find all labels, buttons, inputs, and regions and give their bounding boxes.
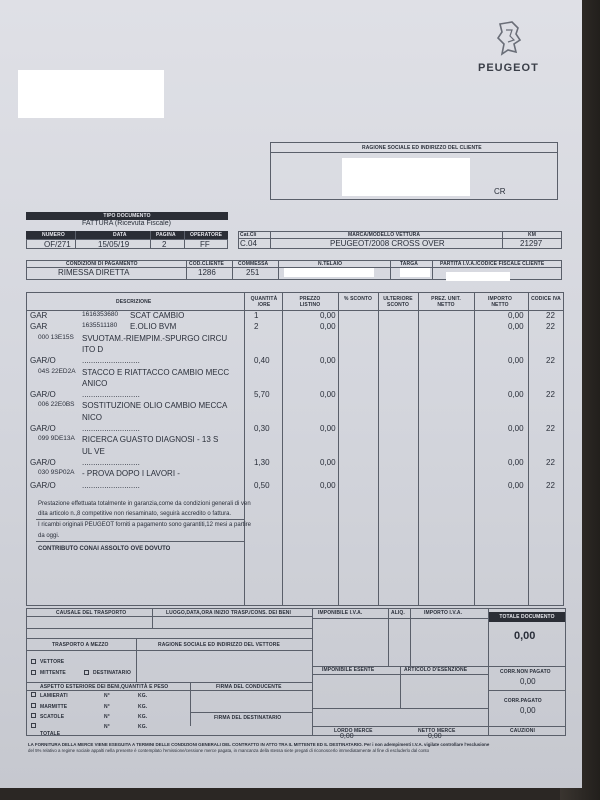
recipient-cr: CR — [494, 187, 506, 196]
item-description: .......................... — [82, 390, 140, 400]
piva-label: PARTITA I.V.A./CODICE FISCALE CLIENTE — [440, 261, 545, 267]
table-row — [0, 413, 582, 424]
col-descrizione: DESCRIZIONE — [116, 299, 152, 305]
aspetto-label: ASPETTO ESTERIORE DEI BENI,QUANTITÀ E PESO — [40, 684, 169, 690]
note-line: I ricambi originali PEUGEOT forniti a pagamento sono garantiti,12 mesi a partire — [38, 522, 251, 528]
firma-destinatario-label: FIRMA DEL DESTINATARIO — [214, 715, 282, 721]
table-row — [0, 458, 582, 469]
table-row — [0, 447, 582, 458]
item-iva: 22 — [546, 311, 555, 320]
kg-label: KG. — [138, 693, 148, 699]
item-description: .......................... — [82, 457, 140, 467]
netto-merce-label: NETTO MERCE — [418, 728, 456, 734]
marmitte-label: MARMITTE — [40, 704, 68, 710]
item-description: ANICO — [82, 378, 108, 388]
col-ulteriore: ULTERIORE SCONTO — [383, 296, 413, 308]
item-iva: 22 — [546, 480, 555, 490]
table-row — [0, 368, 582, 379]
item-prezzo: 0,00 — [320, 390, 336, 400]
table-row — [0, 356, 582, 367]
table-row — [0, 334, 582, 345]
kg-label: KG. — [138, 724, 148, 730]
marca-value: PEUGEOT/2008 CROSS OVER — [330, 239, 445, 248]
catcli-label: Cat.Cli — [240, 232, 257, 238]
item-code: 04S 22ED2A — [38, 367, 76, 375]
numero-label: NUMERO — [42, 232, 65, 238]
table-row — [0, 311, 582, 322]
legal-text: del 5% relativo a regime sociale appalti nella presente è contemplato l'emissione/cessione merce pagata, in mancanza della stessa siete pregati di riconoscerlo immediatamente al fine di escluderlo dal conto — [28, 748, 430, 753]
table-row — [0, 424, 582, 435]
marmitte-checkbox[interactable] — [31, 703, 36, 708]
item-importo: 0,00 — [508, 356, 524, 366]
totale-doc-value: 0,00 — [514, 630, 536, 642]
item-quantity: 2 — [254, 322, 259, 332]
item-quantity: 0,50 — [254, 480, 270, 490]
table-row — [0, 481, 582, 492]
causale-label: CAUSALE DEL TRASPORTO — [56, 610, 127, 616]
other-checkbox[interactable] — [31, 723, 36, 728]
redacted-piva — [446, 272, 510, 281]
item-quantity: 0,30 — [254, 424, 270, 433]
importo-iva-label: IMPORTO I.V.A. — [424, 610, 463, 616]
item-importo: 0,00 — [508, 480, 524, 490]
col-sconto: % SCONTO — [344, 296, 372, 302]
lordo-merce-value: 0,00 — [340, 733, 354, 740]
imponibile-esente-label: IMPONIBILE ESENTE — [322, 667, 375, 673]
item-prezzo: 0,00 — [320, 322, 336, 332]
n-label: N° — [104, 724, 110, 730]
telaio-label: N.TELAIO — [318, 261, 343, 267]
table-row — [0, 401, 582, 412]
table-row — [0, 390, 582, 401]
vettore-label: VETTORE — [40, 659, 65, 665]
vettore-checkbox[interactable] — [31, 659, 36, 664]
mittente-checkbox[interactable] — [31, 670, 36, 675]
peugeot-lion-icon — [494, 20, 524, 56]
item-type: GAR/O — [30, 457, 56, 467]
item-type: GAR/O — [30, 390, 56, 400]
item-code: 1635511180 — [82, 322, 118, 330]
item-importo: 0,00 — [508, 457, 524, 467]
item-description: NICO — [82, 412, 102, 422]
redacted-recipient — [342, 158, 470, 196]
km-label: KM — [528, 232, 536, 238]
item-type: GAR — [30, 311, 48, 320]
item-importo: 0,00 — [508, 311, 524, 320]
aliq-label: ALIQ. — [391, 610, 405, 616]
imponibile-iva-label: IMPONIBILE I.V.A. — [318, 610, 363, 616]
item-description: .......................... — [82, 424, 140, 433]
item-iva: 22 — [546, 356, 555, 366]
item-importo: 0,00 — [508, 322, 524, 332]
item-prezzo: 0,00 — [320, 480, 336, 490]
ragione-vettore-label: RAGIONE SOCIALE ED INDIRIZZO DEL VETTORE — [158, 642, 280, 648]
scatole-checkbox[interactable] — [31, 713, 36, 718]
redacted-sender — [18, 70, 164, 118]
item-code: 030 9SP02A — [38, 469, 75, 477]
pagina-value: 2 — [162, 240, 167, 249]
note-line: Prestazione effettuata totalmente in garanzia,come da condizioni generali di ven — [38, 501, 251, 507]
destinatario-label: DESTINATARIO — [93, 670, 131, 676]
item-quantity: 1 — [254, 311, 259, 320]
item-prezzo: 0,00 — [320, 356, 336, 366]
operatore-value: FF — [200, 240, 210, 249]
corr-pagato-label: CORR.PAGATO — [504, 698, 542, 704]
item-prezzo: 0,00 — [320, 457, 336, 467]
codcli-label: COD.CLIENTE — [189, 261, 224, 267]
item-iva: 22 — [546, 457, 555, 467]
articolo-esenzione-label: ARTICOLO D'ESENZIONE — [404, 667, 468, 673]
cond-pag-value: RIMESSA DIRETTA — [58, 268, 130, 277]
totale-small-label: TOTALE — [40, 731, 61, 737]
netto-merce-value: 0,00 — [428, 733, 442, 740]
item-type: GAR/O — [30, 424, 56, 433]
item-description: E.OLIO BVM — [130, 322, 177, 332]
destinatario-checkbox[interactable] — [84, 670, 89, 675]
item-prezzo: 0,00 — [320, 311, 336, 320]
item-code: 006 22E0BS — [38, 401, 75, 409]
col-quantita: QUANTITÀ /ORE — [250, 296, 278, 308]
item-description: ITO D — [82, 344, 104, 354]
tipo-doc-value: FATTURA (Ricevuta Fiscale) — [82, 220, 171, 227]
cauzioni-label: CAUZIONI — [510, 728, 535, 734]
item-description: UL VE — [82, 446, 105, 456]
item-type: GAR — [30, 322, 48, 332]
catcli-value: C.04 — [240, 239, 257, 248]
mittente-label: MITTENTE — [40, 670, 66, 676]
item-iva: 22 — [546, 390, 555, 400]
n-label: N° — [104, 693, 110, 699]
scatole-label: SCATOLE — [40, 714, 65, 720]
item-quantity: 1,30 — [254, 457, 270, 467]
km-value: 21297 — [520, 239, 543, 248]
note-line: dita articolo n.,8 competitive non riesaminato, seguirà accredito o fattura. — [38, 511, 232, 517]
kg-label: KG. — [138, 714, 148, 720]
item-description: STACCO E RIATTACCO CAMBIO MECC — [82, 367, 230, 377]
item-type: GAR/O — [30, 356, 56, 366]
item-code: 1616353680 — [82, 311, 119, 318]
lordo-merce-label: LORDO MERCE — [334, 728, 373, 734]
item-iva: 22 — [546, 322, 555, 332]
item-description: .......................... — [82, 356, 140, 366]
lamierati-checkbox[interactable] — [31, 692, 36, 697]
col-prezzo: PREZZO LISTINO — [299, 296, 321, 308]
item-type: GAR/O — [30, 480, 56, 490]
data-label: DATA — [113, 232, 127, 238]
n-label: N° — [104, 704, 110, 710]
item-quantity: 5,70 — [254, 390, 270, 400]
recipient-header: RAGIONE SOCIALE ED INDIRIZZO DEL CLIENTE — [362, 145, 482, 151]
cond-pag-label: CONDIZIONI DI PAGAMENTO — [66, 261, 138, 267]
item-description: SCAT CAMBIO — [130, 311, 185, 320]
table-row — [0, 469, 582, 480]
col-prez-unit: PREZ. UNIT. NETTO — [431, 296, 461, 308]
item-iva: 22 — [546, 424, 555, 433]
corr-non-pagato-value: 0,00 — [520, 677, 536, 686]
item-description: .......................... — [82, 480, 140, 490]
marca-label: MARCA/MODELLO VETTURA — [348, 232, 421, 238]
luogo-label: LUOGO,DATA,ORA INIZIO TRASP./CONS. DEI BENI — [166, 610, 291, 616]
item-code: 000 13E15S — [38, 333, 74, 341]
trasporto-label: TRASPORTO A MEZZO — [52, 642, 109, 648]
n-label: N° — [104, 714, 110, 720]
commessa-value: 251 — [246, 268, 260, 277]
item-importo: 0,00 — [508, 424, 524, 433]
redacted-targa — [400, 268, 430, 277]
data-value: 15/05/19 — [98, 240, 130, 249]
numero-value: OF/271 — [44, 240, 71, 249]
brand-name: PEUGEOT — [478, 62, 539, 74]
tipo-doc-label: TIPO DOCUMENTO — [26, 212, 228, 220]
corr-pagato-value: 0,00 — [520, 706, 536, 715]
note-line: da oggi. — [38, 533, 60, 539]
redacted-telaio — [284, 268, 374, 277]
item-description: - PROVA DOPO I LAVORI - — [82, 469, 180, 479]
kg-label: KG. — [138, 704, 148, 710]
pagina-label: PAGINA — [156, 232, 176, 238]
conai-note: CONTRIBUTO CONAI ASSOLTO OVE DOVUTO — [38, 546, 171, 552]
item-importo: 0,00 — [508, 390, 524, 400]
operatore-label: OPERATORE — [190, 232, 223, 238]
table-row — [0, 322, 582, 333]
item-code: 099 9DE13A — [38, 435, 75, 443]
item-description: SVUOTAM.-RIEMPIM.-SPURGO CIRCU — [82, 333, 228, 343]
codcli-value: 1286 — [198, 268, 216, 277]
table-row — [0, 379, 582, 390]
item-quantity: 0,40 — [254, 356, 270, 366]
item-description: SOSTITUZIONE OLIO CAMBIO MECCA — [82, 401, 228, 411]
col-importo: IMPORTO NETTO — [488, 296, 512, 308]
commessa-label: COMMESSA — [238, 261, 269, 267]
legal-text: LA FORNITURA DELLA MERCE VIENE ESEGUITA A TERMINI DELLE CONDIZIONI GENERALI DEL CONTRATTO IN ATTO TRA IL MITTENTE ED IL DESTINATARIO. Per i non adempimenti I.V.A. vigilate controllare l'esclusione — [28, 742, 490, 747]
targa-label: TARGA — [400, 261, 418, 267]
table-row — [0, 435, 582, 446]
lamierati-label: LAMIERATI — [40, 693, 68, 699]
col-codice-iva: CODICE IVA — [531, 296, 561, 302]
table-row — [0, 345, 582, 356]
item-description: RICERCA GUASTO DIAGNOSI - 13 S — [82, 435, 219, 445]
item-prezzo: 0,00 — [320, 424, 336, 433]
totale-doc-label: TOTALE DOCUMENTO — [489, 612, 565, 622]
firma-conducente-label: FIRMA DEL CONDUCENTE — [216, 684, 282, 690]
corr-non-pagato-label: CORR.NON PAGATO — [500, 669, 551, 675]
